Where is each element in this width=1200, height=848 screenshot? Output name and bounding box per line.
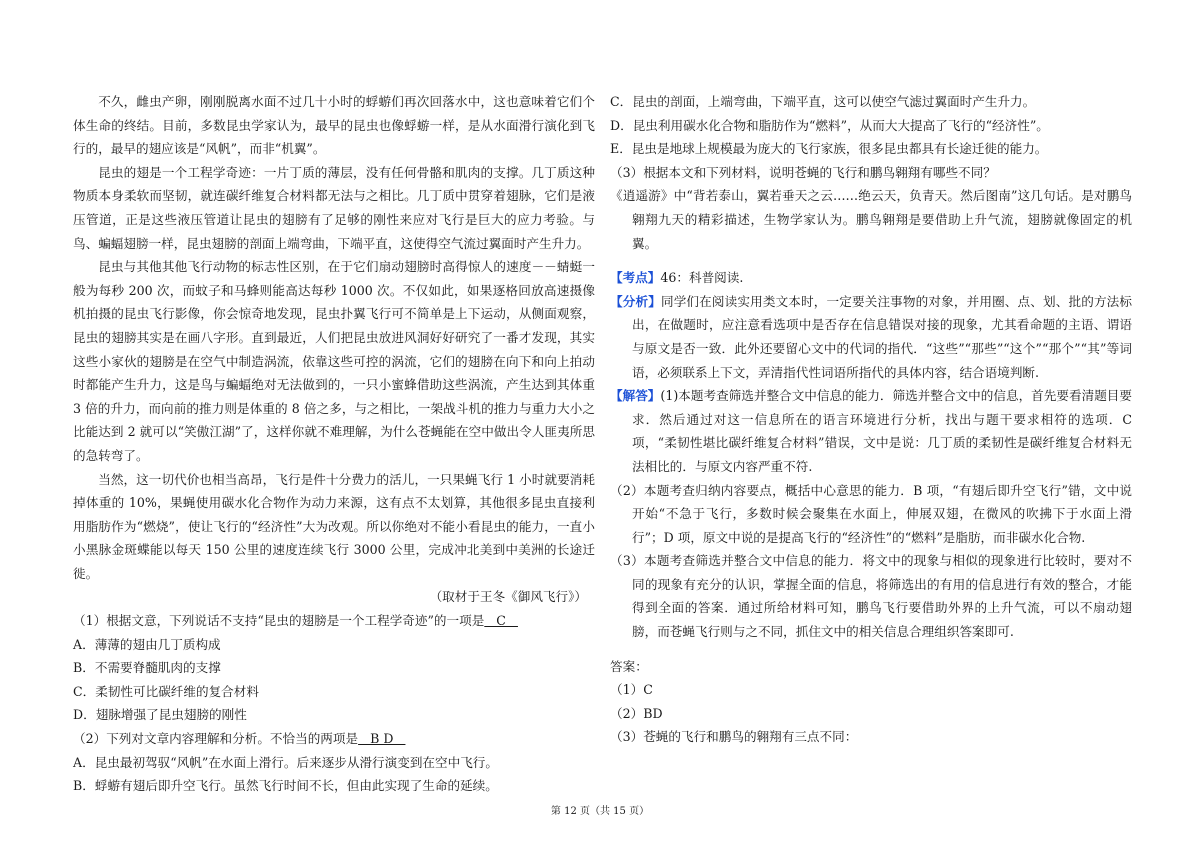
left-column [73,90,595,798]
answer-blank: B D [358,731,406,747]
paragraph-text: 昆虫与其他其他飞行动物的标志性区别，在于它们扇动翅膀时高得惊人的速度－－蜻蜓一般为每秒 200 次，而蚊子和马蜂则能高达每秒 1000 次。不仅如此，如果逐格回放高速摄像机拍摄的昆虫飞行影像，你会惊奇地发现，昆虫扑翼飞行可不简单是上下运动，从侧面观察，昆虫的翅膀其实是在画八字形。直到最近，人们把昆虫放进风洞好好研究了一番才发现，其实这些小家伙的翅膀是在空气中制造涡流，依靠这些可控的涡流，它们的翅膀在向下和向上拍动时都能产生升力，这是鸟与蝙蝠绝对无法做到的，一只小蜜蜂借助这些涡流，产生达到其体重 3 倍的升力，而向前的推力则是体重的 8 倍之多，与之相比，一架战斗机的推力与重力大小之比能达到 2 就可以“笑傲江湖”了，这样你就不难理解，为什么苍蝇能在空中做出令人匪夷所思的急转弯了。 [73,259,595,463]
paragraph-text: （1）根据文意，下列说话不支持“昆虫的翅膀是一个工程学奇迹”的一项是 [73,613,485,629]
question-line [73,727,595,751]
paragraph-text: （1）C [610,682,653,698]
paragraph-text: （2）下列对文章内容理解和分析。不恰当的两项是 [73,731,359,747]
text-paragraph [73,633,595,657]
text-paragraph [610,702,1132,726]
paragraph-text: （3）苍蝇的飞行和鹏鸟的翱翔有三点不同： [610,729,858,745]
text-paragraph [73,751,595,775]
section-tag: 【考点】 [610,270,661,286]
paragraph-text: 昆虫的翅是一个工程学奇迹：一片丁质的薄层，没有任何骨骼和肌肉的支撑。几丁质这种物质本身柔软而坚韧，就连碳纤维复合材料都无法与之相比。几丁质中贯穿着翅脉，它们是液压管道，正是这些液压管道让昆虫的翅膀有了足够的刚性来应对飞行是巨大的应力考验。与鸟、蝙蝠翅膀一样，昆虫翅膀的剖面上端弯曲，下端平直，这使得空气流过翼面时产生升力。 [73,164,595,251]
text-paragraph [610,655,1132,679]
text-paragraph [73,585,595,609]
text-paragraph [73,703,595,727]
text-paragraph [610,137,1132,161]
text-paragraph [73,255,595,467]
text-paragraph [73,468,595,586]
text-paragraph [610,290,1132,384]
paragraph-text: (1)本题考查筛选并整合文中信息的能力．筛选并整合文中的信息，首先要看清题目要求．然后通过对这一信息所在的语言环境进行分析，找出与题干要求相符的选项．C 项，“柔韧性堪比碳纤维复合材料”错误，文中是说：几丁质的柔韧性是碳纤维复合材料无法相比的．与原文内容严重不符. [632,388,1133,474]
section-tag: 【解答】 [610,388,661,404]
page-footer: 第 12 页（共 15 页） [550,806,650,817]
paragraph-text: （3）根据本文和下列材料，说明苍蝇的飞行和鹏鸟翱翔有哪些不同？ [610,164,996,180]
paragraph-text: 同学们在阅读实用类文本时，一定要关注事物的对象，并用圈、点、划、批的方法标出，在做题时，应注意看选项中是否存在信息错误对接的现象，尤其看命题的主语、谓语与原文是否一致．此外还要留心文中的代词的指代．“这些”“那些”“这个”“那个”“其”等词语，必须联系上下文，弄清指代性词语所指代的具体内容，结合语境判断. [632,293,1133,380]
paragraph-text: E．昆虫是地球上规模最为庞大的飞行家族，很多昆虫都具有长途迁徙的能力。 [610,141,1048,157]
answer-blank: C [484,613,518,629]
text-paragraph [73,90,595,161]
text-paragraph [610,725,1132,749]
paragraph-text: 46：科普阅读. [660,270,744,286]
paragraph-text: （2）本题考查归纳内容要点，概括中心意思的能力．B 项，“有翅后即升空飞行”错，文中说开始“不急于飞行，多数时候会聚集在水面上，伸展双翅，在微风的吹拂下于水面上滑行”；D 项，原文中说的是提高飞行的“经济性”的“燃料”是脂肪，而非碳水化合物. [610,482,1132,545]
paragraph-text: D．翅脉增强了昆虫翅膀的刚性 [73,707,247,723]
paragraph-text: C．昆虫的剖面，上端弯曲，下端平直，这可以使空气滤过翼面时产生升力。 [610,94,1036,109]
paragraph-text: D．昆虫利用碳水化合物和脂肪作为“燃料”，从而大大提高了飞行的“经济性”。 [610,117,1049,133]
paragraph-text: 答案： [610,658,648,674]
paragraph-text: 当然，这一切代价也相当高昂，飞行是件十分费力的活儿，一只果蝇飞行 1 小时就要消耗掉体重的 10%，果蝇使用碳水化合物作为动力来源，这有点不太划算，其他很多昆虫直接利用脂肪作为“燃烧”，使让飞行的“经济性”大为改观。所以你绝对不能小看昆虫的能力，一直小小黑脉金斑蝶能以每天 150 公里的速度连续飞行 3000 公里，完成冲北美到中美洲的长途迁徙。 [73,471,595,581]
text-paragraph [73,656,595,680]
paragraph-text: A．薄薄的翅由几丁质构成 [73,636,221,652]
text-paragraph [610,479,1132,550]
text-paragraph [610,549,1132,643]
paragraph-text: （取材于王冬《御风飞行》） [429,589,587,605]
paragraph-text: 不久，雌虫产卵，刚刚脱离水面不过几十小时的蜉蝣们再次回落水中，这也意味着它们个体生命的终结。目前，多数昆虫学家认为，最早的昆虫也像蜉蝣一样，是从水面滑行演化到飞行的，最早的翅应该是“风帆”，而非“机翼”。 [73,94,595,157]
question-line [73,609,595,633]
right-column [610,90,1132,749]
text-paragraph [73,161,595,255]
text-paragraph [610,114,1132,138]
text-paragraph [610,266,1132,290]
paragraph-text: （2）BD [610,705,663,721]
text-paragraph [610,161,1132,185]
text-paragraph [73,680,595,704]
paragraph-text: C．柔韧性可比碳纤维的复合材料 [73,683,259,699]
paragraph-text: A．昆虫最初驾驭“风帆”在水面上滑行。后来逐步从滑行演变到在空中飞行。 [73,754,498,770]
spacer [610,644,1132,655]
section-tag: 【分析】 [610,293,661,309]
text-paragraph [610,184,1132,255]
text-paragraph [610,90,1132,114]
text-paragraph [73,774,595,798]
text-paragraph [610,678,1132,702]
text-paragraph [610,384,1132,478]
paragraph-text: B．不需要脊髓肌肉的支撑 [73,660,221,676]
spacer [610,255,1132,266]
paragraph-text: （3）本题考查筛选并整合文中信息的能力．将文中的现象与相似的现象进行比较时，要对不同的现象有充分的认识，掌握全面的信息，将筛选出的有用的信息进行有效的整合，才能得到全面的答案．通过所给材料可知，鹏鸟飞行要借助外界的上升气流，可以不扇动翅膀，而苍蝇飞行则与之不同，抓住文中的相关信息合理组织答案即可. [610,553,1132,640]
paragraph-text: B．蜉蝣有翅后即升空飞行。虽然飞行时间不长，但由此实现了生命的延续。 [73,778,498,794]
paragraph-text: 《逍遥游》中“背若泰山，翼若垂天之云……绝云天，负青天。然后图南”这几句话。是对鹏鸟翱翔九天的精彩描述，生物学家认为。鹏鸟翱翔是要借助上升气流，翅膀就像固定的机翼。 [610,188,1132,251]
